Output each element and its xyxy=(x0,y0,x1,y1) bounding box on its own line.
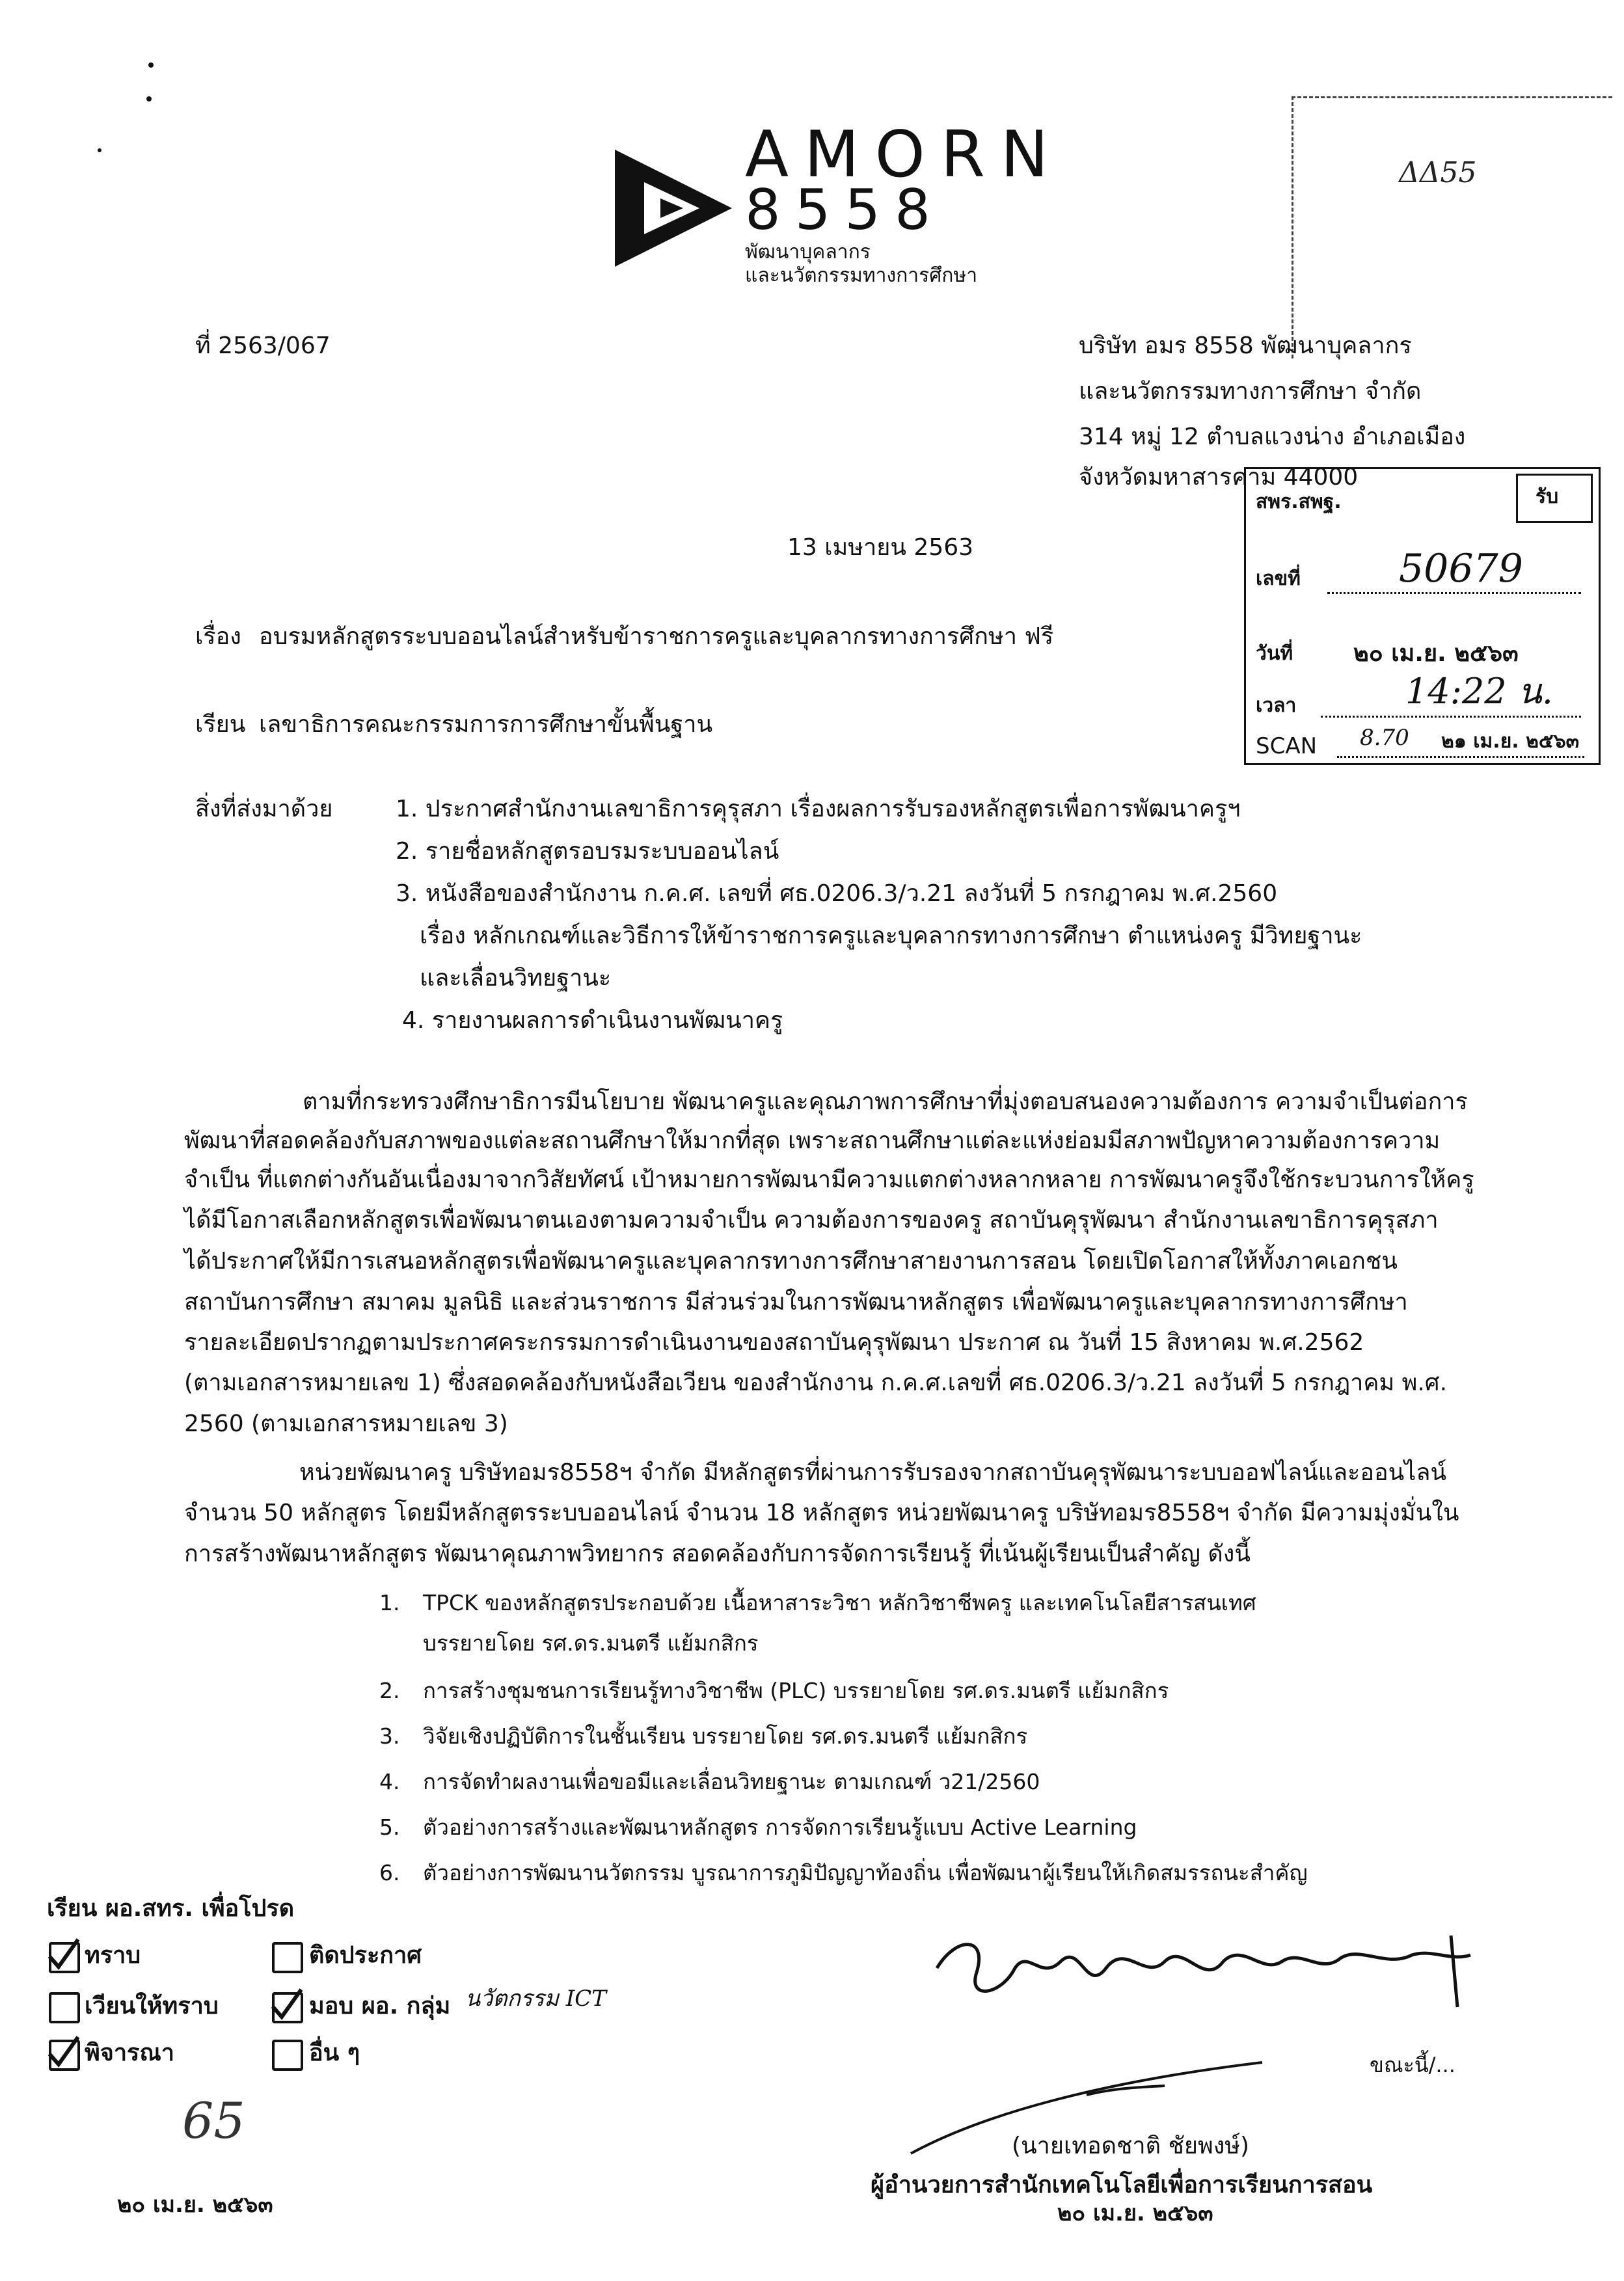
other-checkbox[interactable] xyxy=(272,2040,303,2071)
consider-label: พิจารณา xyxy=(85,2040,174,2066)
receive-time-value: 14:22 น. xyxy=(1405,671,1553,712)
course-number: 5. xyxy=(379,1815,400,1840)
course-text: วิจัยเชิงปฏิบัติการในชั้นเรียน บรรยายโดย รศ.ดร.มนตรี แย้มกสิกร xyxy=(423,1723,1028,1749)
scan-dotline xyxy=(1337,756,1584,758)
routing-date: ๒๐ เม.ย. ๒๕๖๓ xyxy=(117,2192,273,2218)
assign-handwritten-note: นวัตกรรม ICT xyxy=(465,1986,606,2012)
letter-date: 13 เมษายน 2563 xyxy=(787,534,973,561)
receive-stamp-office: สพร.สพฐ. xyxy=(1256,491,1342,513)
receive-number-dotline xyxy=(1327,592,1581,594)
course-number: 3. xyxy=(379,1723,400,1749)
receive-time-dotline xyxy=(1321,716,1581,718)
course-number: 6. xyxy=(379,1860,400,1885)
body-paragraph-1-line: ได้ประกาศให้มีการเสนอหลักสูตรเพื่อพัฒนาครูและบุคลากรทางการศึกษาสายงานการสอน โดยเปิดโอกาสให้ทั้งภาคเอกชน xyxy=(184,1248,1398,1275)
enclosure-item: 4. รายงานผลการดำเนินงานพัฒนาครู xyxy=(402,1007,783,1034)
body-paragraph-1-line: ได้มีโอกาสเลือกหลักสูตรเพื่อพัฒนาตนเองตามความจำเป็น ความต้องการของครู สถาบันคุรุพัฒนา สำนักงานเลขาธิการคุรุสภา xyxy=(184,1207,1439,1234)
continuation-marker: ขณะนี้/... xyxy=(1370,2053,1455,2077)
course-number: 2. xyxy=(379,1678,400,1703)
enclosure-item: 3. หนังสือของสำนักงาน ก.ค.ศ. เลขที่ ศธ.0206.3/ว.21 ลงวันที่ 5 กรกฎาคม พ.ศ.2560 xyxy=(396,880,1278,907)
signer-title: ผู้อำนวยการสำนักเทคโนโลยีเพื่อการเรียนการสอน xyxy=(871,2172,1373,2198)
scan-label: SCAN xyxy=(1256,733,1318,759)
enclosure-item: 2. รายชื่อหลักสูตรอบรมระบบออนไลน์ xyxy=(396,838,779,865)
body-paragraph-1-line: สถาบันการศึกษา สมาคม มูลนิธิ และส่วนราชการ มีส่วนร่วมในการพัฒนาหลักสูตร เพื่อพัฒนาครูและบุคลากรทางการศึกษา xyxy=(184,1289,1408,1316)
signer-name: (นายเทอดชาติ ชัยพงษ์) xyxy=(1012,2133,1250,2159)
scan-speck xyxy=(98,148,102,152)
brand-tagline-2: และนวัตกรรมทางการศึกษา xyxy=(745,264,978,287)
circulate-checkbox[interactable] xyxy=(49,1992,80,2023)
receive-date-label: วันที่ xyxy=(1256,642,1293,665)
signer-date: ๒๐ เม.ย. ๒๕๖๓ xyxy=(1057,2200,1213,2226)
course-text: ตัวอย่างการพัฒนานวัตกรรม บูรณาการภูมิปัญญาท้องถิ่น เพื่อพัฒนาผู้เรียนให้เกิดสมรรถนะสำคัญ xyxy=(423,1860,1308,1885)
scan-speck xyxy=(146,96,152,101)
incoming-stamp-number: ΔΔ55 xyxy=(1399,156,1477,189)
course-number: 4. xyxy=(379,1769,400,1794)
receive-date-value: ๒๐ เม.ย. ๒๕๖๓ xyxy=(1353,640,1519,667)
post-notice-label: ติดประกาศ xyxy=(309,1942,422,1969)
post-notice-checkbox[interactable] xyxy=(272,1942,303,1973)
receive-time-label: เวลา xyxy=(1256,694,1297,717)
circulate-label: เวียนให้ทราบ xyxy=(85,1993,219,2019)
enclosure-item: 1. ประกาศสำนักงานเลขาธิการคุรุสภา เรื่องผลการรับรองหลักสูตรเพื่อการพัฒนาครูฯ xyxy=(396,796,1241,822)
body-paragraph-1-line: (ตามเอกสารหมายเลข 1) ซึ่งสอดคล้องกับหนังสือเวียน ของสำนักงาน ก.ค.ศ.เลขที่ ศธ.0206.3/ว.21 ลงวันที่ 5 กรกฎาคม พ.ศ. xyxy=(184,1370,1448,1396)
brand-number: 8558 xyxy=(745,178,945,243)
acknowledge-label: ทราบ xyxy=(85,1942,141,1969)
course-text: ตัวอย่างการสร้างและพัฒนาหลักสูตร การจัดการเรียนรู้แบบ Active Learning xyxy=(423,1815,1137,1840)
sender-address-line-2: และนวัตกรรมทางการศึกษา จำกัด xyxy=(1079,378,1422,405)
letter-number: ที่ 2563/067 xyxy=(195,332,331,359)
course-text: การสร้างชุมชนการเรียนรู้ทางวิชาชีพ (PLC) บรรยายโดย รศ.ดร.มนตรี แย้มกสิกร xyxy=(423,1678,1169,1703)
signature-image xyxy=(930,1923,1477,2014)
brand-tagline-1: พัฒนาบุคลากร xyxy=(745,241,871,263)
handwritten-initials: 65 xyxy=(182,2092,245,2150)
body-paragraph-1-line: ตามที่กระทรวงศึกษาธิการมีนโยบาย พัฒนาครูและคุณภาพการศึกษาที่มุ่งตอบสนองความต้องการ ความจำเป็นต่อการ xyxy=(303,1088,1468,1115)
scan-speck xyxy=(148,62,154,68)
check-mark-icon xyxy=(44,2033,83,2072)
enclosures-label: สิ่งที่ส่งมาด้วย xyxy=(195,796,333,822)
check-mark-icon xyxy=(44,1936,83,1975)
sender-address-line-3: 314 หมู่ 12 ตำบลแวงน่าง อำเภอเมือง xyxy=(1079,424,1466,450)
sender-address-line-1: บริษัท อมร 8558 พัฒนาบุคลากร xyxy=(1079,332,1412,359)
scan-value: 8.70 xyxy=(1360,725,1409,751)
receive-stamp-received: รับ xyxy=(1536,485,1559,508)
course-text: TPCK ของหลักสูตรประกอบด้วย เนื้อหาสาระวิชา หลักวิชาชีพครู และเทคโนโลยีสารสนเทศ xyxy=(423,1590,1256,1615)
body-paragraph-2-line: จำนวน 50 หลักสูตร โดยมีหลักสูตรระบบออนไลน์ จำนวน 18 หลักสูตร หน่วยพัฒนาครู บริษัทอมร8558ฯ จำกัด มีความมุ่งมั่นใน xyxy=(184,1500,1459,1526)
recipient-text: เลขาธิการคณะกรรมการการศึกษาขั้นพื้นฐาน xyxy=(259,711,713,738)
subject-label: เรื่อง xyxy=(195,623,241,650)
other-label: อื่น ๆ xyxy=(309,2040,360,2066)
recipient-label: เรียน xyxy=(195,711,246,738)
enclosure-item-continued: เรื่อง หลักเกณฑ์และวิธีการให้ข้าราชการครูและบุคลากรทางการศึกษา ตำแหน่งครู มีวิทยฐานะ xyxy=(420,923,1362,949)
incoming-stamp-frame xyxy=(1292,96,1612,358)
body-paragraph-1-line: รายละเอียดปรากฏตามประกาศคระกรรมการดำเนินงานของสถาบันคุรุพัฒนา ประกาศ ณ วันที่ 15 สิงหาคม พ.ศ.2562 xyxy=(184,1329,1364,1356)
course-number: 1. xyxy=(379,1590,400,1615)
receive-number-value: 50679 xyxy=(1399,546,1523,591)
body-paragraph-1-line: 2560 (ตามเอกสารหมายเลข 3) xyxy=(184,1410,508,1437)
course-text-continued: บรรยายโดย รศ.ดร.มนตรี แย้มกสิกร xyxy=(423,1630,759,1656)
company-logo-icon xyxy=(608,143,738,273)
body-paragraph-1-line: จำเป็น ที่แตกต่างกันอันเนื่องมาจากวิสัยทัศน์ เป้าหมายการพัฒนามีความแตกต่างหลากหลาย การพัฒนาครูจึงใช้กระบวนการให้ครู xyxy=(184,1167,1474,1193)
enclosure-item-continued: และเลื่อนวิทยฐานะ xyxy=(420,965,612,992)
subject-text: อบรมหลักสูตรระบบออนไลน์สำหรับข้าราชการครูและบุคลากรทางการศึกษา ฟรี xyxy=(259,623,1054,650)
course-text: การจัดทำผลงานเพื่อขอมีและเลื่อนวิทยฐานะ ตามเกณฑ์ ว21/2560 xyxy=(423,1769,1040,1794)
body-paragraph-2-line: การสร้างพัฒนาหลักสูตร พัฒนาคุณภาพวิทยากร สอดคล้องกับการจัดการเรียนรู้ ที่เน้นผู้เรียนเป็นสำคัญ ดังนี้ xyxy=(184,1541,1251,1567)
assign-label: มอบ ผอ. กลุ่ม xyxy=(309,1993,451,2019)
body-paragraph-2-line: หน่วยพัฒนาครู บริษัทอมร8558ฯ จำกัด มีหลักสูตรที่ผ่านการรับรองจากสถาบันคุรุพัฒนาระบบออฟไลน์และออนไลน์ xyxy=(299,1459,1446,1486)
sender-address-line-4: จังหวัดมหาสารคาม 44000 xyxy=(1079,464,1359,491)
body-paragraph-1-line: พัฒนาที่สอดคล้องกับสภาพของแต่ละสถานศึกษาให้มากที่สุด เพราะสถานศึกษาแต่ละแห่งย่อมมีสภาพปัญหาความต้องการความ xyxy=(184,1127,1441,1154)
routing-header: เรียน ผอ.สทร. เพื่อโปรด xyxy=(47,1895,295,1922)
check-mark-icon xyxy=(267,1986,306,2025)
scan-date: ๒๑ เม.ย. ๒๕๖๓ xyxy=(1441,730,1580,753)
brand-name: AMORN xyxy=(745,118,1064,192)
receive-number-label: เลขที่ xyxy=(1256,567,1301,590)
